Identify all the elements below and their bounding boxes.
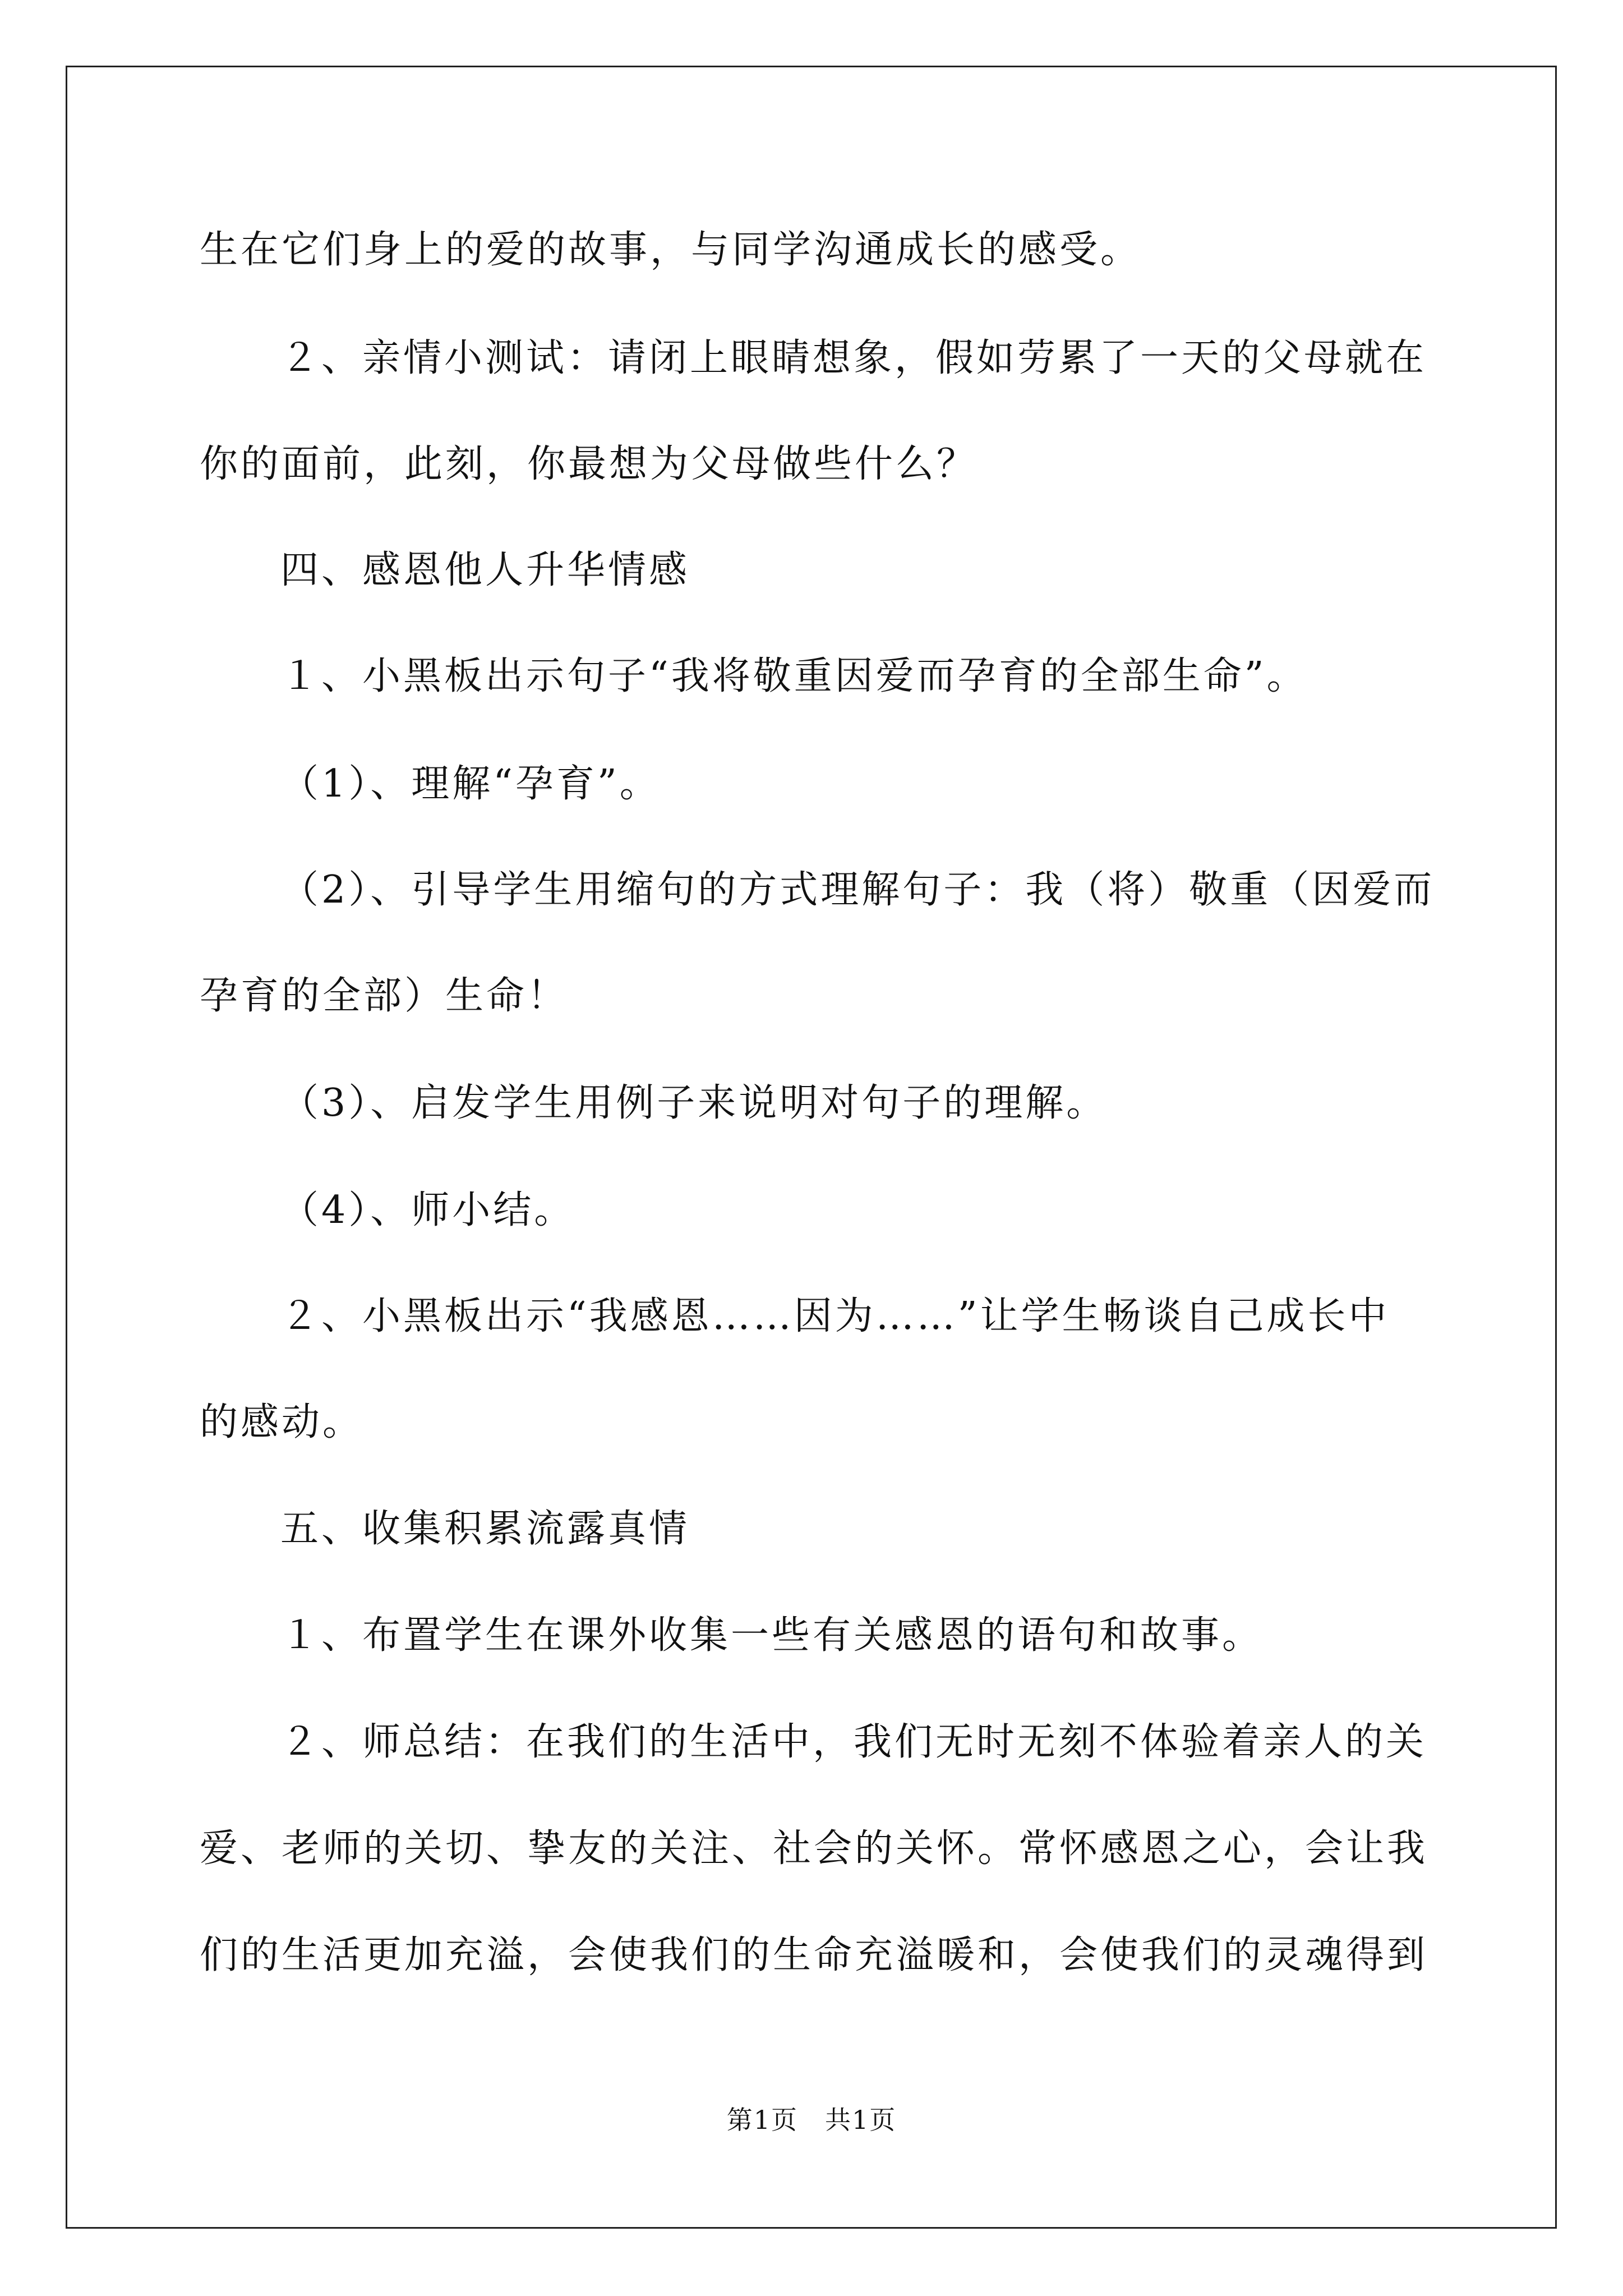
text-line: （4）、师小结。 <box>280 1188 575 1232</box>
text-line: 生在它们身上的爱的故事，与同学沟通成长的感受。 <box>200 228 1142 272</box>
text-line: ２、亲情小测试：请闭上眼睛想象，假如劳累了一天的父母就在 <box>280 336 1427 380</box>
text-line: 爱、老师的关切、挚友的关注、社会的关怀。常怀感恩之心，会让我 <box>200 1826 1428 1871</box>
text-line: （3）、启发学生用例子来说明对句子的理解。 <box>280 1081 1108 1125</box>
text-line: 的感动。 <box>200 1400 364 1444</box>
page-footer: 第1页 共1页 <box>726 2105 897 2135</box>
page-border <box>66 66 1557 2229</box>
text-line: （1）、理解“孕育”。 <box>280 762 661 806</box>
text-line: （2）、引导学生用缩句的方式理解句子：我（将）敬重（因爱而 <box>280 868 1435 912</box>
text-line: 你的面前，此刻，你最想为父母做些什么？ <box>200 442 978 486</box>
section-heading: 五、收集积累流露真情 <box>280 1507 690 1551</box>
text-line: １、布置学生在课外收集一些有关感恩的语句和故事。 <box>280 1613 1264 1658</box>
text-line: ２、小黑板出示“我感恩……因为……”让学生畅谈自己成长中 <box>280 1294 1390 1338</box>
section-heading: 四、感恩他人升华情感 <box>280 548 690 592</box>
text-line: 们的生活更加充溢，会使我们的生命充溢暖和，会使我们的灵魂得到 <box>200 1933 1428 1977</box>
text-line: ２、师总结：在我们的生活中，我们无时无刻不体验着亲人的关 <box>280 1720 1427 1764</box>
text-line: １、小黑板出示句子“我将敬重因爱而孕育的全部生命”。 <box>280 654 1308 698</box>
text-line: 孕育的全部）生命！ <box>200 974 569 1018</box>
